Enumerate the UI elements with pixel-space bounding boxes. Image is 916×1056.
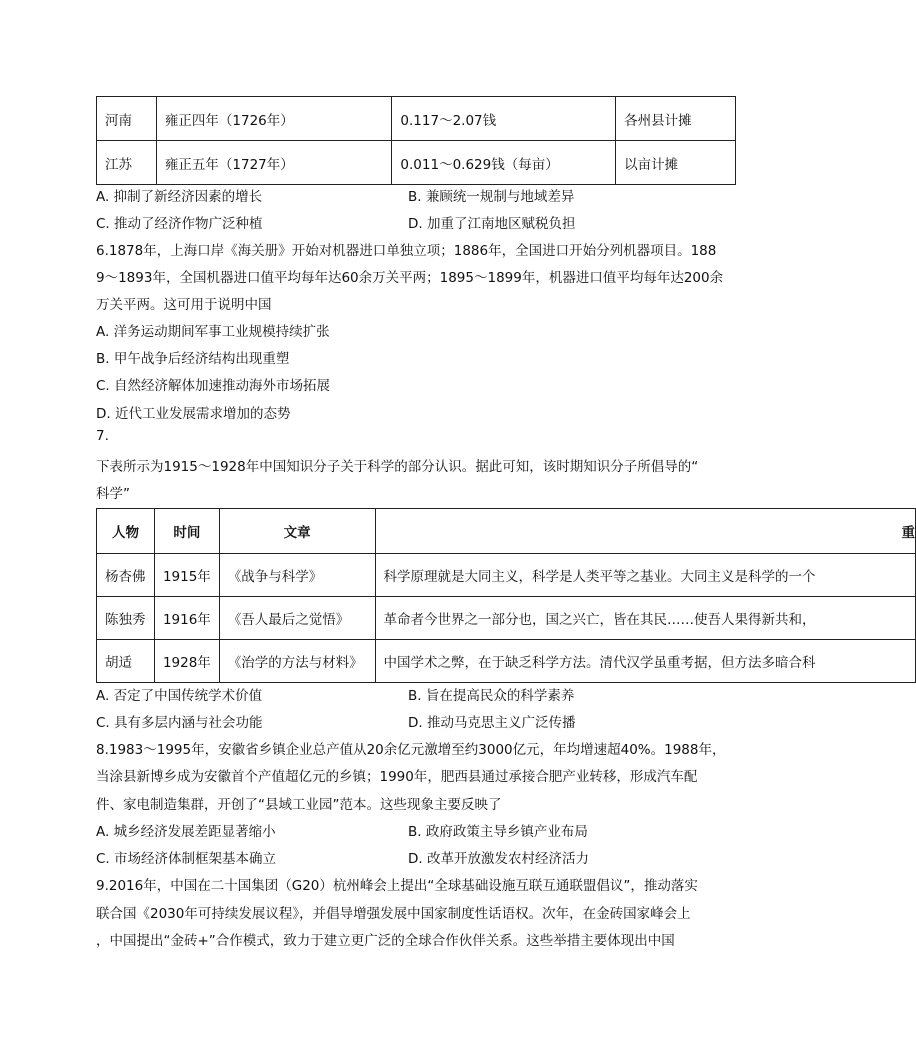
table-cell: 1928年 [154,640,219,683]
table-cell: 各州县计摊 [616,97,736,141]
table-header: 人物 [97,509,155,554]
q8-stem-line: 当涂县新博乡成为安徽首个产值超亿元的乡镇；1990年，肥西县通过承接合肥产业转移，形成汽车配 [96,769,698,785]
table-cell: 《吾人最后之觉悟》 [219,597,375,640]
table-cell: 0.117～2.07钱 [392,97,616,141]
table-cell: 陈独秀 [97,597,155,640]
table-cell: 1916年 [154,597,219,640]
q6-option-d[interactable]: D. 近代工业发展需求增加的态势 [96,406,291,422]
science-table [96,508,916,683]
q8-option-d[interactable]: D. 改革开放激发农村经济活力 [408,851,589,867]
table-header: 文章 [219,509,375,554]
table-cell: 杨杏佛 [97,554,155,597]
table-cell: 《战争与科学》 [219,554,375,597]
q8-stem-line: 8.1983～1995年，安徽省乡镇企业总产值从20余亿元激增至约3000亿元，年均增速超40%。1988年， [96,742,726,758]
table-row [97,97,736,141]
q7-stem-line: 下表所示为1915～1928年中国知识分子关于科学的部分认识。据此可知，该时期知识分子所倡导的“ [96,459,699,475]
q7-option-b[interactable]: B. 旨在提高民众的科学素养 [408,688,575,704]
q8-option-a[interactable]: A. 城乡经济发展差距显著缩小 [96,824,276,840]
table-cell: 胡适 [97,640,155,683]
q6-option-b[interactable]: B. 甲午战争后经济结构出现重塑 [96,351,290,367]
table-cell: 中国学术之弊，在于缺乏科学方法。清代汉学虽重考据，但方法多暗合科 [375,640,916,683]
table-cell: 《治学的方法与材料》 [219,640,375,683]
q5-option-c[interactable]: C. 推动了经济作物广泛种植 [96,216,263,232]
table-cell: 以亩计摊 [616,141,736,185]
q5-option-d[interactable]: D. 加重了江南地区赋税负担 [408,216,576,232]
table-header: 时间 [154,509,219,554]
q9-stem-line: ，中国提出“金砖+”合作模式，致力于建立更广泛的全球合作伙伴关系。这些举措主要体现出中国 [96,933,675,949]
q6-stem-line: 万关平两。这可用于说明中国 [96,297,272,313]
q7-number: 7. [96,428,109,444]
table-cell: 0.011～0.629钱（每亩） [392,141,616,185]
q8-stem-line: 件、家电制造集群，开创了“县域工业园”范本。这些现象主要反映了 [96,797,502,813]
q7-stem-line: 科学” [96,486,130,502]
table-header: 重 [375,509,916,554]
table-row [97,554,916,597]
q8-option-b[interactable]: B. 政府政策主导乡镇产业布局 [408,824,588,840]
table-cell: 1915年 [154,554,219,597]
table-cell: 雍正五年（1727年） [156,141,392,185]
q8-option-c[interactable]: C. 市场经济体制框架基本确立 [96,851,277,867]
q6-stem-line: 9～1893年，全国机器进口值平均每年达60余万关平两；1895～1899年，机器进口值平均每年达200余 [96,270,724,286]
tax-table [96,96,736,185]
table-cell: 江苏 [97,141,157,185]
table-cell: 河南 [97,97,157,141]
q6-option-a[interactable]: A. 洋务运动期间军事工业规模持续扩张 [96,324,330,340]
table-header-row [97,509,916,554]
q7-option-d[interactable]: D. 推动马克思主义广泛传播 [408,715,576,731]
q7-option-a[interactable]: A. 否定了中国传统学术价值 [96,688,263,704]
q9-stem-line: 联合国《2030年可持续发展议程》，并倡导增强发展中国家制度性话语权。次年，在金砖国家峰会上 [96,906,691,922]
table-cell: 科学原理就是大同主义，科学是人类平等之基业。大同主义是科学的一个 [375,554,916,597]
table-row [97,597,916,640]
q5-option-a[interactable]: A. 抑制了新经济因素的增长 [96,189,263,205]
table-row [97,640,916,683]
table-cell: 革命者今世界之一部分也，国之兴亡，皆在其民……使吾人果得新共和， [375,597,916,640]
q7-option-c[interactable]: C. 具有多层内涵与社会功能 [96,715,263,731]
science-table-wrap [96,508,915,686]
q6-stem-line: 6.1878年，上海口岸《海关册》开始对机器进口单独立项；1886年，全国进口开始分列机器项目。188 [96,243,717,259]
table-row [97,141,736,185]
q6-option-c[interactable]: C. 自然经济解体加速推动海外市场拓展 [96,378,331,394]
q5-option-b[interactable]: B. 兼顾统一规制与地域差异 [408,189,575,205]
q9-stem-line: 9.2016年，中国在二十国集团（G20）杭州峰会上提出“全球基础设施互联互通联盟倡议”，推动落实 [96,878,698,894]
table-cell: 雍正四年（1726年） [156,97,392,141]
